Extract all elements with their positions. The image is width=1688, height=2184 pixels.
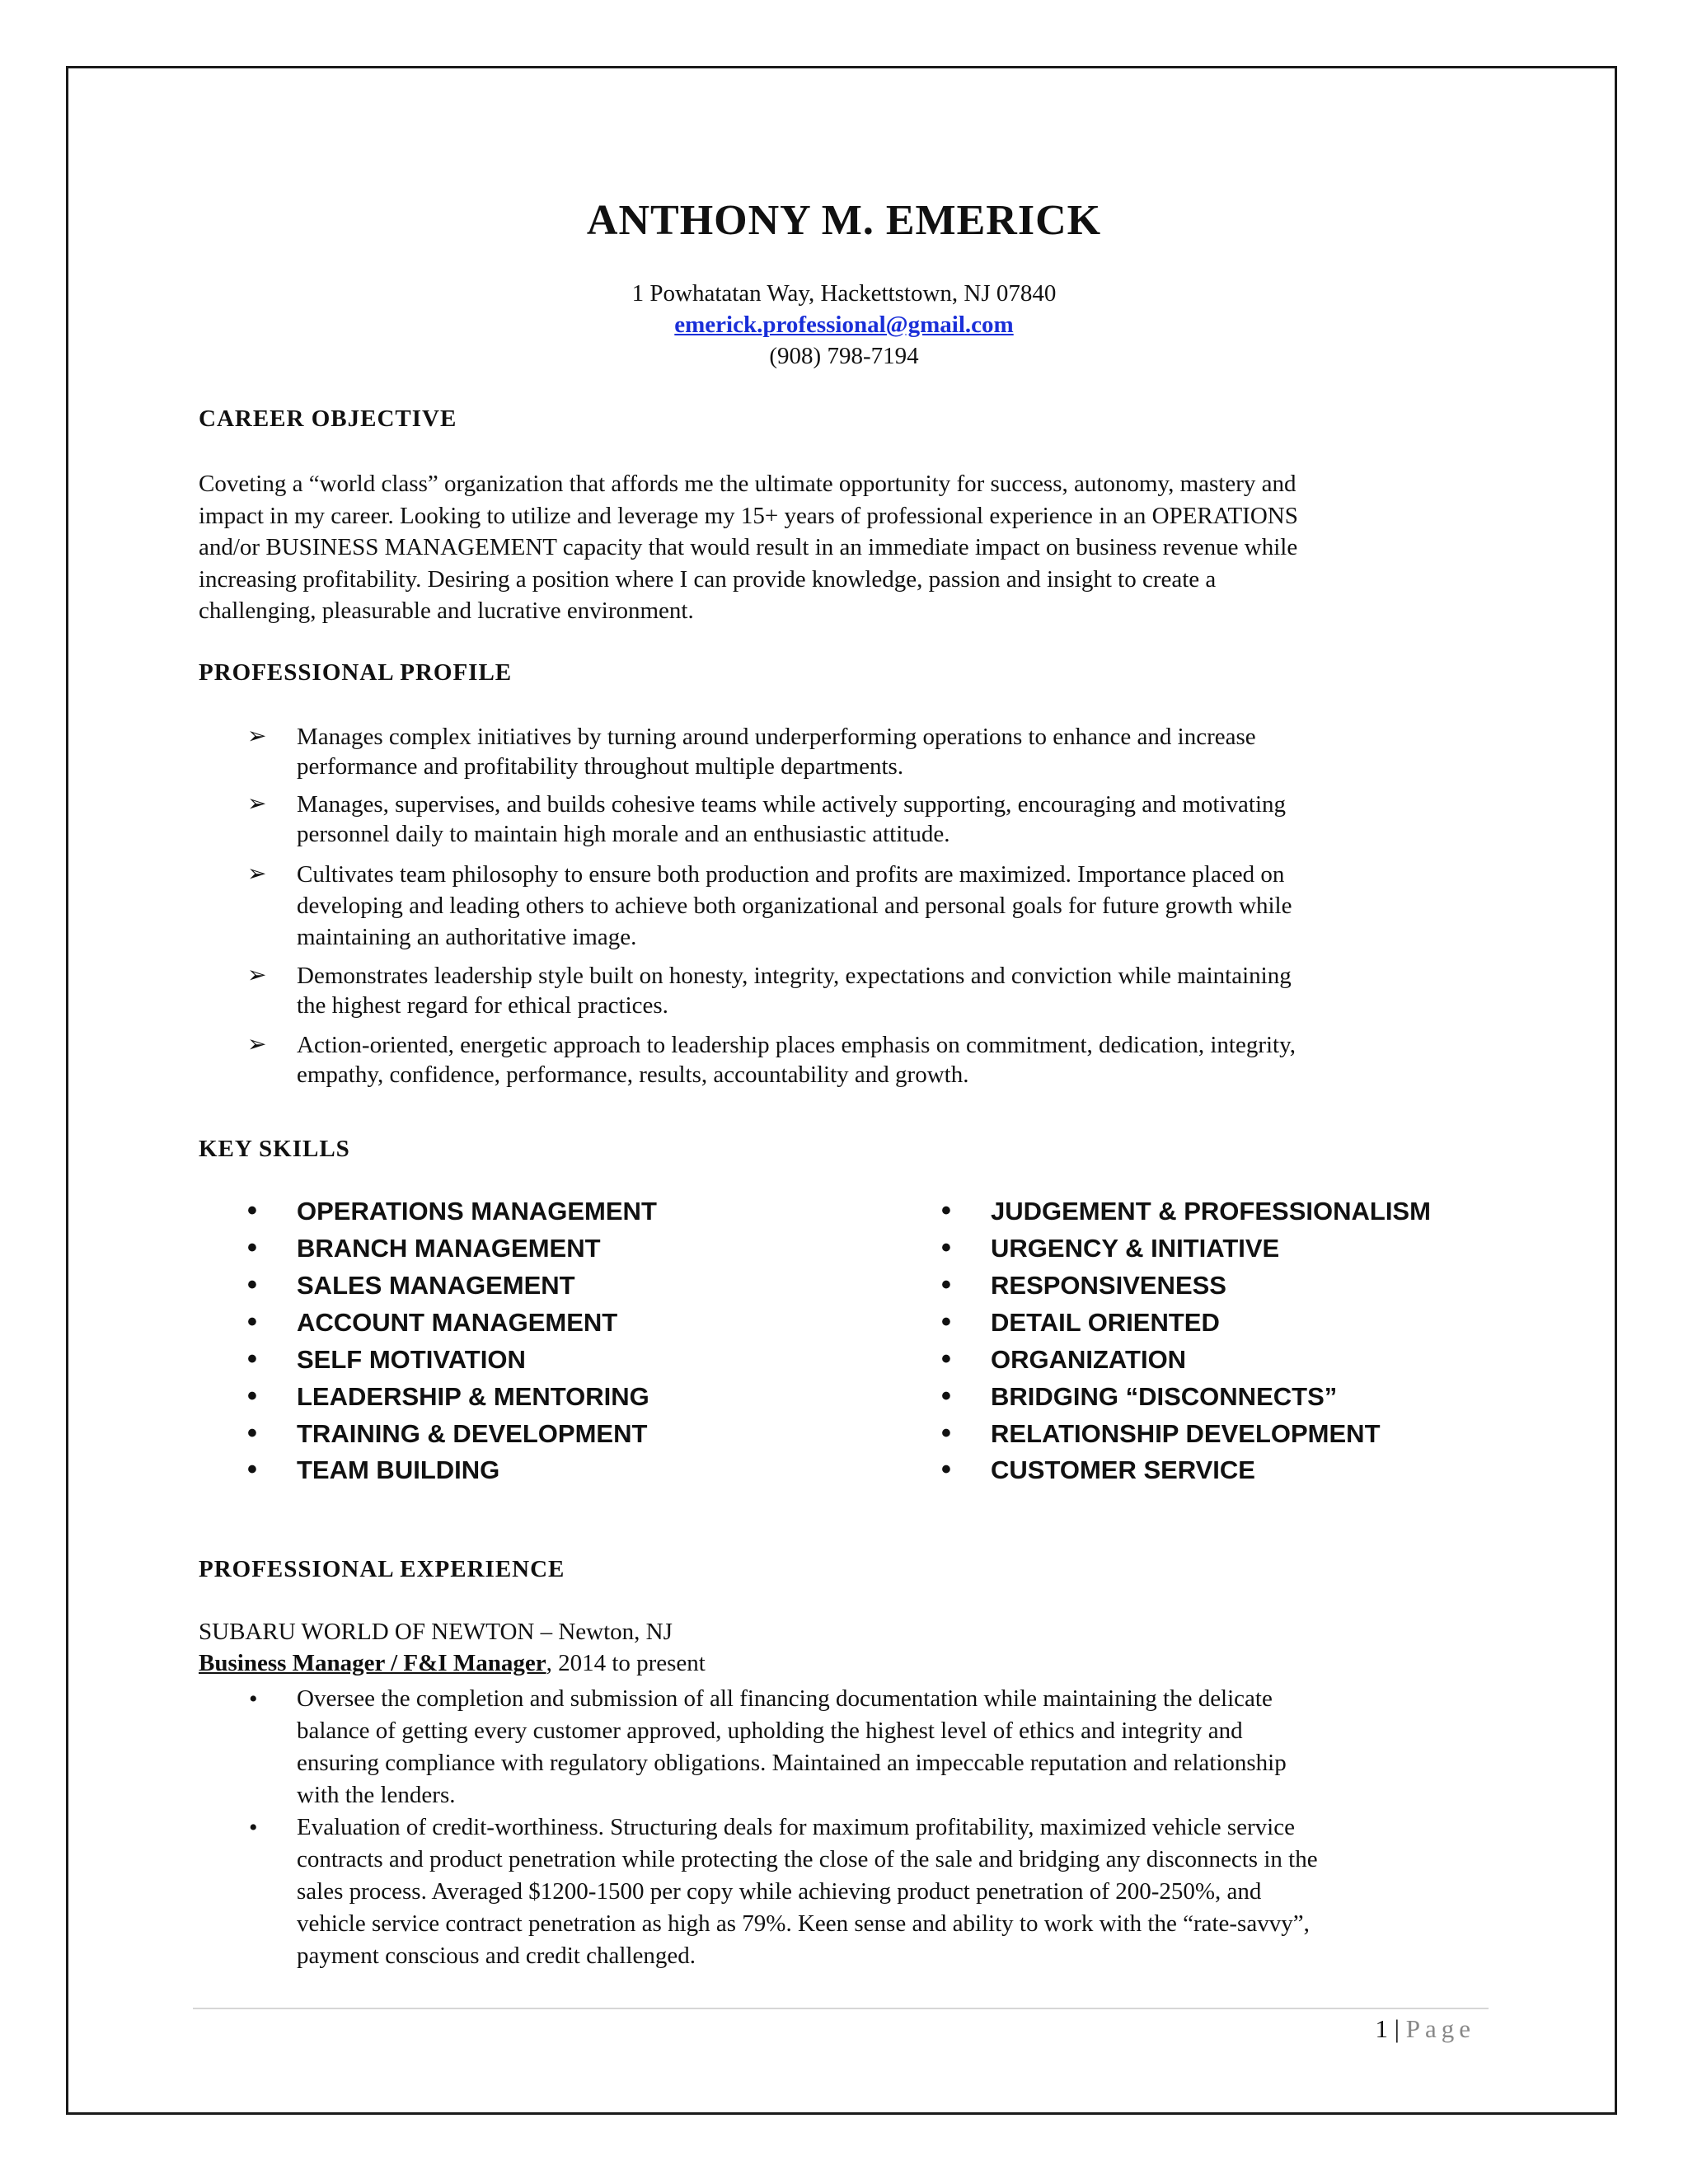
page-label: Page [1405, 2014, 1475, 2043]
address: 1 Powhatatan Way, Hackettstown, NJ 07840 [631, 280, 1057, 307]
profile-item [247, 859, 1512, 953]
skill-label: BRIDGING “DISCONNECTS” [991, 1382, 1338, 1411]
bullet-icon: • [247, 1232, 257, 1263]
bullet-icon: • [249, 1814, 258, 1841]
profile-item [247, 790, 1512, 849]
bullet-icon: • [941, 1343, 951, 1375]
page-number: 1 [1375, 2014, 1389, 2043]
arrow-bullet-icon: ➢ [247, 963, 267, 988]
experience-line: Evaluation of credit-worthiness. Structuring deals for maximum profitability, maximized vehicle service [297, 1814, 1295, 1840]
skill-label: CUSTOMER SERVICE [991, 1455, 1255, 1484]
bullet-icon: • [247, 1195, 257, 1226]
candidate-name: ANTHONY M. EMERICK [586, 197, 1102, 244]
skill-item [941, 1418, 1381, 1449]
skill-item [247, 1418, 648, 1449]
experience-line: ensuring compliance with regulatory obligations. Maintained an impeccable reputation and relationship [297, 1750, 1287, 1776]
skill-item [941, 1380, 1338, 1412]
section-heading-career-objective: CAREER OBJECTIVE [199, 405, 457, 432]
profile-line: developing and leading others to achieve both organizational and personal goals for future growth while [297, 893, 1292, 919]
experience-line: with the lenders. [297, 1782, 456, 1808]
experience-line: payment conscious and credit challenged. [297, 1943, 696, 1969]
footer-separator: | [1394, 2014, 1400, 2043]
profile-line: the highest regard for ethical practices. [297, 992, 668, 1019]
skill-item [941, 1269, 1226, 1301]
skill-item [247, 1269, 575, 1301]
skill-item [247, 1195, 657, 1226]
experience-bullet [249, 1811, 1484, 1972]
skill-item [941, 1195, 1431, 1226]
arrow-bullet-icon: ➢ [247, 861, 267, 887]
arrow-bullet-icon: ➢ [247, 724, 267, 749]
phone: (908) 798-7194 [769, 343, 919, 369]
role-line [199, 1650, 706, 1677]
role-period: , 2014 to present [546, 1650, 706, 1676]
skill-label: BRANCH MANAGEMENT [297, 1234, 601, 1263]
bullet-icon: • [247, 1306, 257, 1338]
bullet-icon: • [247, 1418, 257, 1449]
objective-line: impact in my career. Looking to utilize and leverage my 15+ years of professional experience in an OPERATIONS [199, 502, 1298, 529]
experience-line: contracts and product penetration while protecting the close of the sale and bridging any disconnects in the [297, 1846, 1318, 1872]
email-link[interactable]: emerick.professional@gmail.com [674, 312, 1014, 338]
skill-label: RELATIONSHIP DEVELOPMENT [991, 1419, 1381, 1448]
bullet-icon: • [247, 1380, 257, 1412]
bullet-icon: • [941, 1418, 951, 1449]
skill-label: TRAINING & DEVELOPMENT [297, 1419, 648, 1448]
skill-item [941, 1343, 1187, 1375]
objective-line: increasing profitability. Desiring a position where I can provide knowledge, passion and insight to create a [199, 565, 1217, 593]
skill-label: ACCOUNT MANAGEMENT [297, 1308, 618, 1337]
experience-bullet [249, 1683, 1484, 1811]
section-heading-professional-experience: PROFESSIONAL EXPERIENCE [199, 1556, 565, 1582]
objective-line: Coveting a “world class” organization that affords me the ultimate opportunity for success, autonomy, mastery and [199, 471, 1296, 497]
skill-label: TEAM BUILDING [297, 1455, 500, 1484]
skill-label: OPERATIONS MANAGEMENT [297, 1197, 657, 1226]
skill-label: DETAIL ORIENTED [991, 1308, 1220, 1337]
bullet-icon: • [941, 1195, 951, 1226]
skill-item [941, 1306, 1220, 1338]
footer-divider [193, 2008, 1489, 2009]
profile-item [247, 1030, 1512, 1090]
bullet-icon: • [941, 1454, 951, 1485]
skill-label: URGENCY & INITIATIVE [991, 1234, 1280, 1263]
section-heading-key-skills: KEY SKILLS [199, 1136, 350, 1162]
bullet-icon: • [941, 1306, 951, 1338]
experience-line: sales process. Averaged $1200-1500 per copy while achieving product penetration of 200-250%, and [297, 1878, 1262, 1905]
skill-label: SALES MANAGEMENT [297, 1271, 575, 1300]
experience-line: Oversee the completion and submission of all financing documentation while maintaining the delicate [297, 1685, 1273, 1712]
career-objective-text [199, 468, 1463, 627]
bullet-icon: • [247, 1269, 257, 1301]
profile-line: Demonstrates leadership style built on honesty, integrity, expectations and conviction while maintaining [297, 963, 1292, 989]
skill-label: ORGANIZATION [991, 1345, 1187, 1374]
skill-label: LEADERSHIP & MENTORING [297, 1382, 649, 1411]
profile-line: Manages, supervises, and builds cohesive teams while actively supporting, encouraging and motivating [297, 791, 1287, 818]
profile-line: empathy, confidence, performance, results, accountability and growth. [297, 1062, 969, 1088]
objective-line: and/or BUSINESS MANAGEMENT capacity that would result in an immediate impact on business revenue while [199, 534, 1298, 560]
profile-line: personnel daily to maintain high morale and an enthusiastic attitude. [297, 821, 950, 847]
skill-item [247, 1380, 649, 1412]
profile-item [247, 961, 1512, 1020]
page-footer [1319, 2014, 1475, 2044]
bullet-icon: • [941, 1380, 951, 1412]
bullet-icon: • [941, 1232, 951, 1263]
role-title: Business Manager / F&I Manager [199, 1650, 546, 1676]
experience-line: balance of getting every customer approved, upholding the highest level of ethics and integrity and [297, 1718, 1243, 1744]
bullet-icon: • [941, 1269, 951, 1301]
profile-line: Cultivates team philosophy to ensure both production and profits are maximized. Importance placed on [297, 861, 1285, 888]
skill-item [247, 1306, 618, 1338]
bullet-icon: • [247, 1454, 257, 1485]
skill-item [247, 1454, 500, 1485]
arrow-bullet-icon: ➢ [247, 1032, 267, 1057]
profile-line: Action-oriented, energetic approach to leadership places emphasis on commitment, dedication, integrity, [297, 1032, 1296, 1058]
profile-line: maintaining an authoritative image. [297, 924, 637, 950]
employer-line: SUBARU WORLD OF NEWTON – Newton, NJ [199, 1619, 673, 1645]
bullet-icon: • [249, 1685, 258, 1713]
profile-item [247, 722, 1512, 781]
skill-item [247, 1343, 526, 1375]
objective-line: challenging, pleasurable and lucrative environment. [199, 598, 694, 624]
skill-label: SELF MOTIVATION [297, 1345, 526, 1374]
profile-line: performance and profitability throughout multiple departments. [297, 753, 904, 780]
section-heading-professional-profile: PROFESSIONAL PROFILE [199, 659, 513, 686]
skill-item [941, 1232, 1280, 1263]
experience-line: vehicle service contract penetration as high as 79%. Keen sense and ability to work with the “rate-savvy”, [297, 1910, 1310, 1937]
bullet-icon: • [247, 1343, 257, 1375]
skill-label: RESPONSIVENESS [991, 1271, 1226, 1300]
skill-item [941, 1454, 1255, 1485]
skill-label: JUDGEMENT & PROFESSIONALISM [991, 1197, 1431, 1226]
arrow-bullet-icon: ➢ [247, 791, 267, 817]
profile-line: Manages complex initiatives by turning around underperforming operations to enhance and increase [297, 724, 1256, 750]
skill-item [247, 1232, 601, 1263]
